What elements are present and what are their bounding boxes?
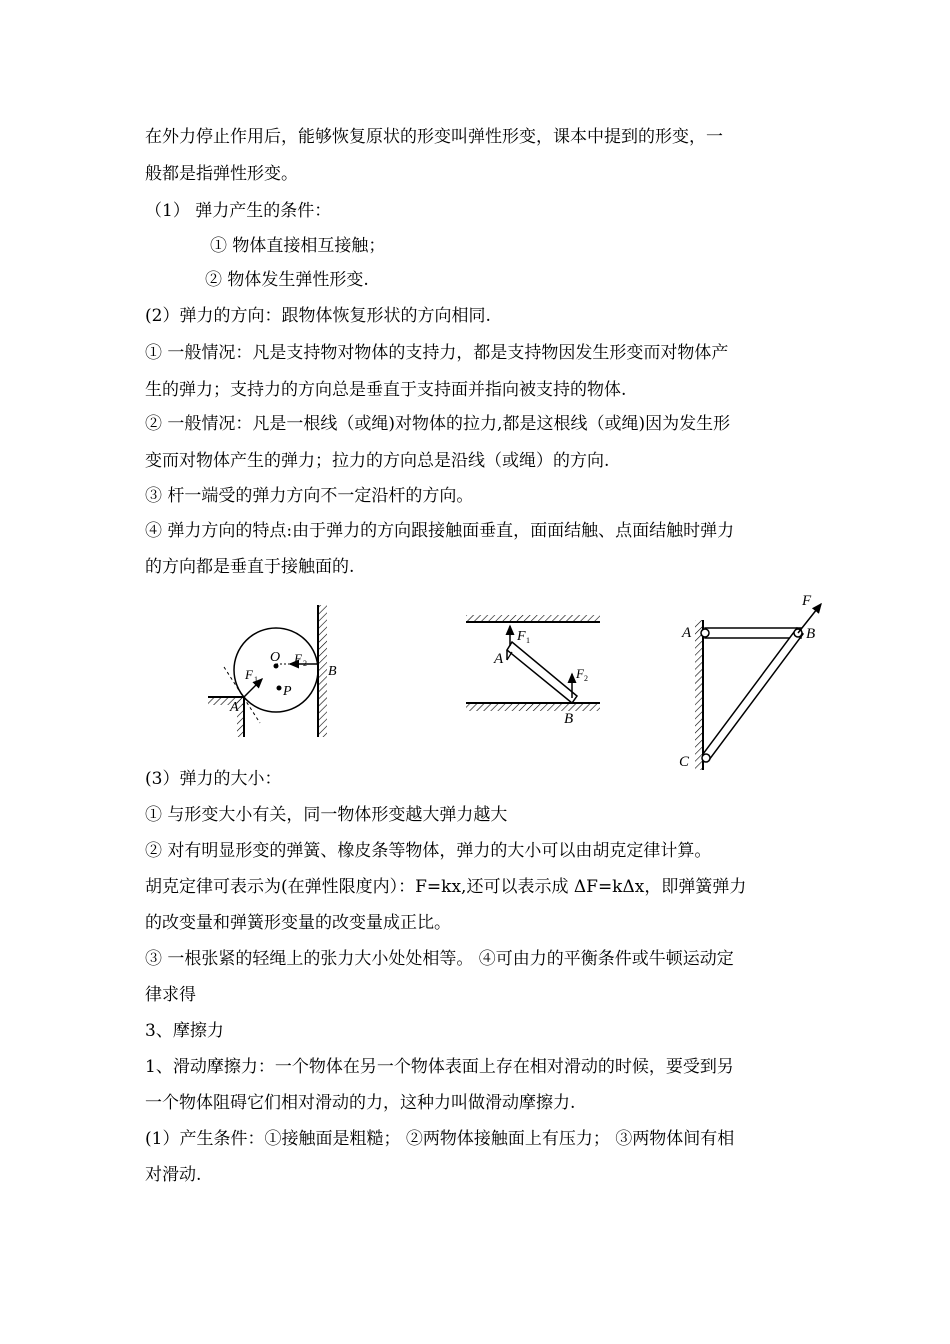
text-line: 变而对物体产生的弹力；拉力的方向总是沿线（或绳）的方向. [145,451,610,471]
label-f1: F [245,667,253,682]
text-line: 1、滑动摩擦力：一个物体在另一个物体表面上存在相对滑动的时候，要受到另 [145,1057,734,1077]
text-line: ① 一般情况：凡是支持物对物体的支持力，都是支持物因发生形变而对物体产 [145,343,729,363]
hinge-c [702,754,710,762]
label-f2: F [294,651,302,666]
label-f2-sub: 2 [584,674,588,683]
text-line: 3、摩擦力 [145,1021,224,1041]
text-line: 对滑动. [145,1165,202,1185]
text-line: (2）弹力的方向：跟物体恢复形状的方向相同. [145,306,491,326]
text-line: 的方向都是垂直于接触面的. [145,557,355,577]
text-line: ④ 弹力方向的特点:由于弹力的方向跟接触面垂直，面面结触、点面结触时弹力 [145,521,735,541]
text-line: ② 一般情况：凡是一根线（或绳)对物体的拉力,都是这根线（或绳)因为发生形 [145,414,731,434]
text-line: 在外力停止作用后，能够恢复原状的形变叫弹性形变，课本中提到的形变，一 [145,127,723,147]
label-p: P [283,684,292,699]
text-line: 的改变量和弹簧形变量的改变量成正比。 [145,913,451,933]
label-f2: F [576,666,584,681]
text-line: 律求得 [145,985,196,1005]
text-line: ② 对有明显形变的弹簧、橡皮条等物体，弹力的大小可以由胡克定律计算。 [145,841,712,861]
label-b: B [564,711,574,727]
label-f1-sub: 1 [526,636,530,645]
text-line: ② 物体发生弹性形变. [205,270,369,290]
text-line: 胡克定律可表示为(在弹性限度内）：F=kx,还可以表示成 ΔF=kΔx，即弹簧弹力 [145,877,747,897]
figure-ball-wall [200,605,350,745]
hinge-a [701,629,709,637]
text-line: 般都是指弹性形变。 [145,164,298,184]
text-line: (1）产生条件：①接触面是粗糙； ②两物体接触面上有压力； ③两物体间有相 [145,1129,735,1149]
label-o: O [270,650,281,665]
rod [507,642,577,703]
label-f1-sub: 1 [254,675,258,684]
text-line: 一个物体阻碍它们相对滑动的力，这种力叫做滑动摩擦力. [145,1093,576,1113]
label-c: C [679,754,690,770]
point-p [277,686,282,691]
bar-ab [705,628,801,638]
bottom-surface-hatch [466,704,600,711]
figure-bracket-abc [675,590,835,775]
label-a: A [682,625,692,641]
bar-bc [703,628,803,760]
text-line: ③ 一根张紧的轻绳上的张力大小处处相等。 ④可由力的平衡条件或牛顿运动定 [145,949,734,969]
text-line: ③ 杆一端受的弹力方向不一定沿杆的方向。 [145,486,474,506]
label-f1: F [517,629,526,644]
label-a: A [230,700,239,715]
text-line: 生的弹力；支持力的方向总是垂直于支持面并指向被支持的物体. [145,380,627,400]
text-line: (3）弹力的大小： [145,769,282,789]
top-surface-hatch [466,615,600,622]
label-f2-sub: 2 [303,659,307,668]
text-line: ① 与形变大小有关，同一物体形变越大弹力越大 [145,805,508,825]
label-a: A [494,651,504,667]
label-b: B [328,664,337,679]
text-line: （1） 弹力产生的条件： [145,201,332,221]
text-line: ① 物体直接相互接触； [210,236,386,256]
label-f: F [802,593,812,609]
wall-hatch [695,620,703,770]
label-b: B [806,626,816,642]
figure-rod-between-surfaces [462,612,604,730]
wall-hatch [319,605,327,737]
